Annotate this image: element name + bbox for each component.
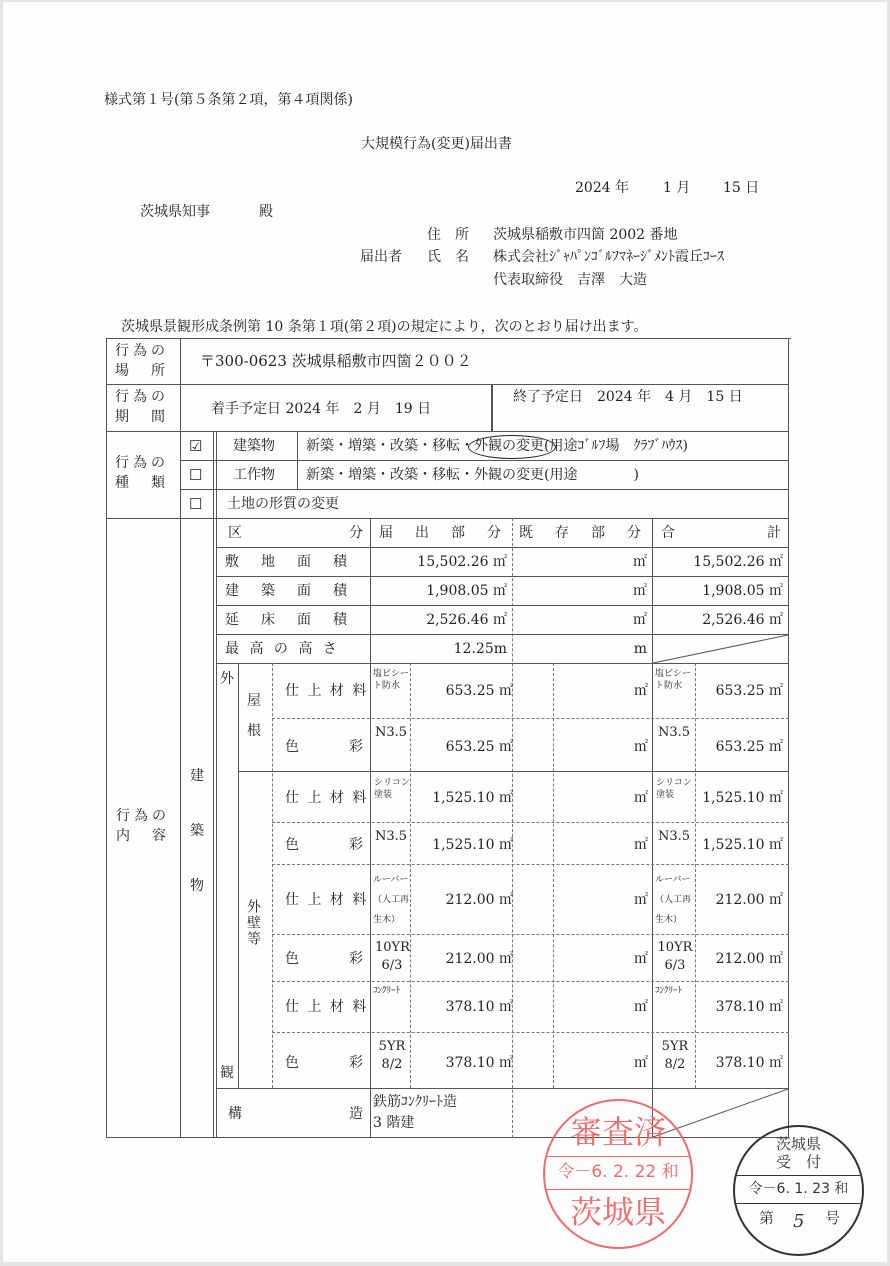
- stamp-band: [545, 1156, 691, 1157]
- exterior-total: 212.00 ㎡: [715, 892, 783, 908]
- receipt-stamp: [733, 1125, 864, 1256]
- form-number: 様式第１号(第５条第２項，第４項関係): [104, 92, 353, 108]
- addressee: 茨城県知事: [140, 204, 210, 220]
- wall-label: 外壁等: [245, 899, 261, 947]
- exterior-existing: ㎡: [634, 790, 648, 806]
- area-row-reported: 2,526.46 ㎡: [426, 612, 507, 628]
- exterior-reported-note: 10YR 6/3: [375, 940, 410, 973]
- height-total-diagonal: [653, 635, 788, 663]
- type-structure-label: 工作物: [233, 467, 275, 483]
- date-month: 1 月: [663, 180, 691, 196]
- stamp-band: [735, 1203, 862, 1204]
- header-reported: 届 出 部 分: [379, 525, 505, 541]
- location-value: 〒300-0623 茨城県稲敷市四箇２００２: [200, 352, 472, 370]
- exterior-total-note: N3.5: [658, 725, 691, 740]
- area-row-existing: m: [633, 641, 647, 657]
- area-row-existing: ㎡: [633, 612, 647, 628]
- exterior-item: 仕 上 材 料: [285, 892, 369, 908]
- exterior-total: 1,525.10 ㎡: [702, 837, 783, 853]
- exterior-existing: ㎡: [634, 951, 648, 967]
- exterior-reported-note: ルーバー（人工再生木）: [373, 875, 410, 925]
- name-label: 氏 名: [427, 249, 469, 265]
- area-row-label: 敷 地 面 積: [225, 554, 351, 570]
- review-stamp-bottom: 茨城県: [569, 1193, 666, 1231]
- location-label-2: 場 所: [115, 363, 169, 379]
- circled-option: 外観の変更: [474, 438, 544, 454]
- receipt-number-label: 第: [759, 1209, 775, 1227]
- honorific: 殿: [259, 204, 273, 220]
- structure-checkbox[interactable]: ☐: [189, 466, 203, 484]
- exterior-total: 1,525.10 ㎡: [702, 790, 783, 806]
- area-row-total: 1,908.05 ㎡: [702, 583, 783, 599]
- exterior-reported-note: 5YR8/2: [378, 1039, 406, 1072]
- structure-label-2: 造: [349, 1106, 363, 1122]
- exterior-existing: ㎡: [634, 739, 648, 755]
- receipt-number: 5: [793, 1211, 805, 1232]
- exterior-reported: 378.10 ㎡: [445, 1055, 513, 1071]
- type-building-options-text: 新築・増築・改築・移転・: [306, 438, 474, 454]
- receipt-stamp-top-2: 受 付: [775, 1153, 821, 1171]
- exterior-reported: 378.10 ㎡: [445, 999, 513, 1015]
- address-label: 住 所: [427, 227, 469, 243]
- header-total-1: 合: [661, 525, 675, 541]
- content-label: 行為の: [116, 808, 170, 824]
- exterior-total-note: シリコン塗装: [656, 778, 692, 800]
- exterior-reported-note: 塩ビシート防水: [373, 669, 410, 691]
- exterior-item: 色 彩: [285, 951, 365, 967]
- header-category-2: 分: [349, 525, 363, 541]
- type-building-options: [306, 437, 688, 455]
- type-label-2: 種 類: [115, 475, 169, 491]
- exterior-reported: 1,525.10 ㎡: [432, 790, 513, 806]
- building-label-1: 建: [190, 768, 204, 784]
- type-building-label: 建築物: [233, 438, 275, 454]
- date-year: 2024 年: [575, 180, 630, 196]
- document-page: [3, 2, 887, 1262]
- exterior-total: 653.25 ㎡: [715, 683, 783, 699]
- name-value: 株式会社ｼﾞｬﾊﾟﾝｺﾞﾙﾌﾏﾈｰｼﾞﾒﾝﾄ霞丘ｺｰｽ: [493, 249, 724, 265]
- area-row-existing: ㎡: [633, 554, 647, 570]
- diagonal-strike-lines: [3, 2, 887, 1262]
- receipt-number-suffix: 号: [825, 1209, 841, 1227]
- structure-value-1: 鉄筋ｺﾝｸﾘｰﾄ造: [373, 1094, 457, 1110]
- exterior-total-note: 5YR8/2: [661, 1039, 689, 1072]
- land-checkbox[interactable]: ☐: [189, 495, 203, 513]
- exterior-total-note: 10YR 6/3: [657, 940, 693, 973]
- address-value: 茨城県稲敷市四箇 2002 番地: [493, 227, 678, 243]
- notifier-label: 届出者: [360, 249, 402, 265]
- building-label-2: 築: [190, 823, 204, 839]
- exterior-item: 色 彩: [285, 739, 365, 755]
- exterior-reported: 653.25 ㎡: [445, 683, 513, 699]
- exterior-item: 仕 上 材 料: [285, 683, 369, 699]
- intro-text: 茨城県景観形成条例第 10 条第１項(第２項)の規定により，次のとおり届け出ます。: [121, 319, 648, 335]
- exterior-label-bottom: 観: [220, 1065, 234, 1081]
- exterior-label-top: 外: [220, 671, 234, 687]
- stamp-band: [545, 1189, 691, 1190]
- exterior-reported: 653.25 ㎡: [445, 739, 513, 755]
- location-label: 行為の: [115, 343, 169, 359]
- area-row-total: 2,526.46 ㎡: [702, 612, 783, 628]
- start-date: 着手予定日 2024 年 2 月 19 日: [211, 401, 432, 417]
- end-date: 終了予定日 2024 年 4 月 15 日: [513, 389, 743, 405]
- header-total-2: 計: [767, 525, 781, 541]
- header-existing: 既 存 部 分: [519, 525, 645, 541]
- exterior-total-note: ｺﾝｸﾘｰﾄ: [655, 986, 683, 996]
- area-row-label: 延 床 面 積: [225, 612, 351, 628]
- exterior-total: 378.10 ㎡: [715, 999, 783, 1015]
- exterior-total-note: 塩ビシート防水: [655, 669, 692, 691]
- exterior-existing: ㎡: [634, 1055, 648, 1071]
- exterior-existing: ㎡: [634, 999, 648, 1015]
- type-building-usage: (用途ｺﾞﾙﾌ場 ｸﾗﾌﾞﾊｳｽ): [544, 438, 688, 454]
- exterior-item: 仕 上 材 料: [285, 790, 369, 806]
- content-label-2: 内 容: [116, 828, 170, 844]
- type-structure-options: 新築・増築・改築・移転・外観の変更(用途 ): [306, 467, 639, 483]
- exterior-reported: 212.00 ㎡: [445, 892, 513, 908]
- representative: 代表取締役 吉澤 大造: [493, 272, 647, 288]
- review-stamp-date: 令－6. 2. 22 和: [557, 1162, 679, 1182]
- date-day: 15 日: [723, 180, 760, 196]
- exterior-reported: 212.00 ㎡: [445, 951, 513, 967]
- area-row-existing: ㎡: [633, 583, 647, 599]
- building-label-3: 物: [190, 878, 204, 894]
- exterior-reported-note: N3.5: [375, 829, 408, 844]
- area-row-reported: 12.25m: [453, 641, 507, 657]
- exterior-reported-note: ｺﾝｸﾘｰﾄ: [373, 986, 401, 996]
- area-row-reported: 1,908.05 ㎡: [426, 583, 507, 599]
- exterior-total: 653.25 ㎡: [715, 739, 783, 755]
- exterior-existing: ㎡: [634, 683, 648, 699]
- period-label: 行為の: [115, 389, 169, 405]
- type-label: 行為の: [115, 455, 169, 471]
- structure-value-2: 3 階建: [373, 1115, 415, 1131]
- exterior-reported-note: N3.5: [375, 725, 408, 740]
- exterior-total-note: N3.5: [658, 829, 691, 844]
- area-row-label: 建 築 面 積: [225, 583, 351, 599]
- area-row-reported: 15,502.26 ㎡: [417, 554, 507, 570]
- exterior-existing: ㎡: [634, 892, 648, 908]
- selection-ellipse: [468, 435, 556, 459]
- exterior-total: 212.00 ㎡: [715, 951, 783, 967]
- header-category-1: 区: [228, 525, 242, 541]
- document-title: 大規模行為(変更)届出書: [361, 136, 512, 152]
- area-row-label: 最 高 の 高 さ: [225, 641, 340, 657]
- receipt-stamp-top: 茨城県: [775, 1135, 821, 1153]
- exterior-item: 色 彩: [285, 837, 365, 853]
- exterior-reported: 1,525.10 ㎡: [432, 837, 513, 853]
- building-checkbox[interactable]: ☑: [189, 437, 203, 455]
- exterior-total-note: ルーバー（人工再生木）: [655, 875, 692, 925]
- structure-label-1: 構: [228, 1106, 242, 1122]
- area-row-total: 15,502.26 ㎡: [693, 554, 783, 570]
- exterior-existing: ㎡: [634, 837, 648, 853]
- exterior-item: 仕 上 材 料: [285, 999, 369, 1015]
- exterior-reported-note: シリコン塗装: [374, 778, 410, 800]
- roof-label-2: 根: [247, 723, 261, 739]
- roof-label-1: 屋: [247, 693, 261, 709]
- exterior-item: 色 彩: [285, 1055, 365, 1071]
- period-label-2: 期 間: [115, 409, 169, 425]
- review-stamp: [543, 1099, 693, 1249]
- exterior-total: 378.10 ㎡: [715, 1055, 783, 1071]
- receipt-stamp-date: 令－6. 1. 23 和: [748, 1181, 849, 1197]
- review-stamp-top: 審査済: [569, 1113, 666, 1151]
- stamp-band: [735, 1175, 862, 1176]
- type-land-label: 土地の形質の変更: [227, 496, 339, 512]
